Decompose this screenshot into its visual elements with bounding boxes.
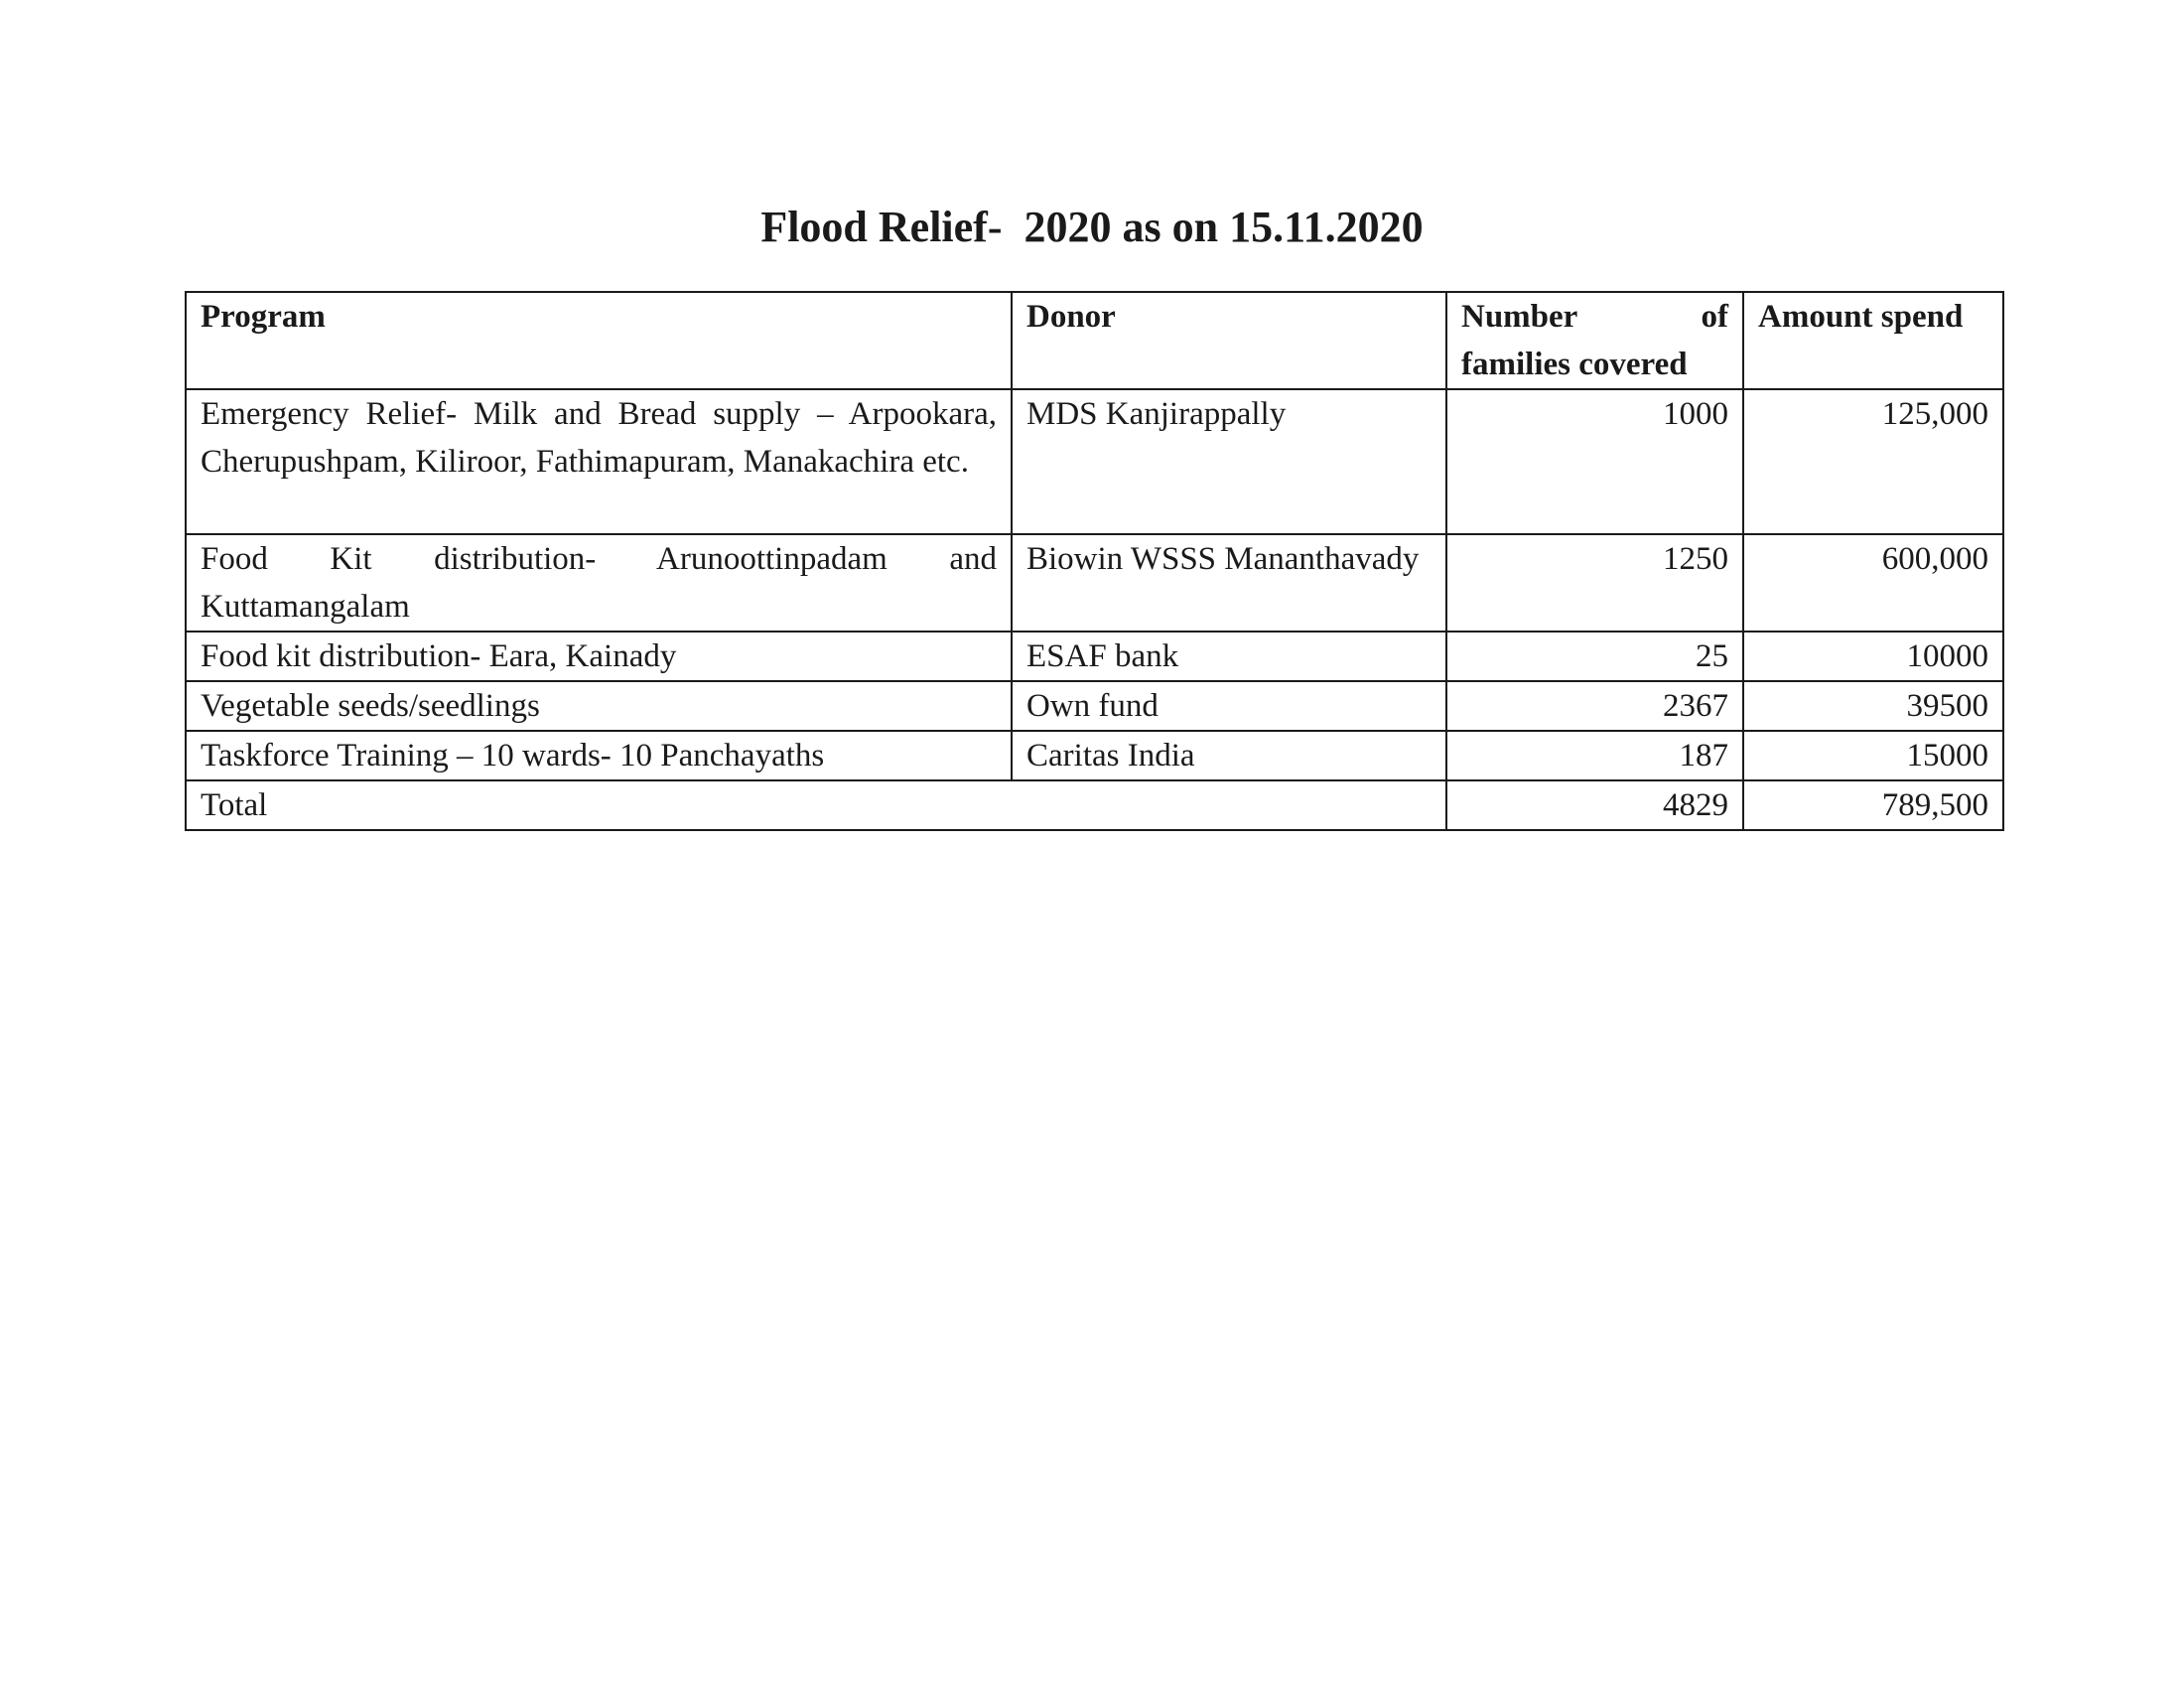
total-row bbox=[186, 780, 2003, 830]
header-families-line2: families covered bbox=[1461, 347, 1688, 382]
amount-cell: 125,000 bbox=[1743, 389, 2003, 534]
table-header-row bbox=[186, 292, 2003, 389]
header-families-line1: Number of bbox=[1461, 299, 1728, 335]
amount-cell: 10000 bbox=[1743, 632, 2003, 681]
table-row bbox=[186, 534, 2003, 632]
program-cell: Emergency Relief- Milk and Bread supply – Arpookara, Cherupushpam, Kiliroor, Fathimapuram, Manakachira etc. bbox=[186, 389, 1012, 534]
table-row bbox=[186, 632, 2003, 681]
program-cell: Taskforce Training – 10 wards- 10 Panchayaths bbox=[186, 731, 1012, 780]
table-row bbox=[186, 731, 2003, 780]
total-families: 4829 bbox=[1446, 780, 1743, 830]
table-row bbox=[186, 681, 2003, 731]
amount-cell: 39500 bbox=[1743, 681, 2003, 731]
families-cell: 1250 bbox=[1446, 534, 1743, 632]
donor-cell: Biowin WSSS Mananthavady bbox=[1012, 534, 1446, 632]
total-amount: 789,500 bbox=[1743, 780, 2003, 830]
families-cell: 187 bbox=[1446, 731, 1743, 780]
donor-cell: Own fund bbox=[1012, 681, 1446, 731]
families-cell: 2367 bbox=[1446, 681, 1743, 731]
families-cell: 25 bbox=[1446, 632, 1743, 681]
program-cell: Food kit distribution- Eara, Kainady bbox=[186, 632, 1012, 681]
donor-cell: MDS Kanjirappally bbox=[1012, 389, 1446, 534]
donor-cell: ESAF bank bbox=[1012, 632, 1446, 681]
header-donor: Donor bbox=[1012, 292, 1446, 389]
donor-cell: Caritas India bbox=[1012, 731, 1446, 780]
header-program: Program bbox=[186, 292, 1012, 389]
header-amount: Amount spend bbox=[1743, 292, 2003, 389]
program-cell: Food Kit distribution- Arunoottinpadam and Kuttamangalam bbox=[186, 534, 1012, 632]
amount-cell: 15000 bbox=[1743, 731, 2003, 780]
program-cell: Vegetable seeds/seedlings bbox=[186, 681, 1012, 731]
families-cell: 1000 bbox=[1446, 389, 1743, 534]
header-families bbox=[1446, 292, 1743, 389]
total-label: Total bbox=[186, 780, 1446, 830]
table-row bbox=[186, 389, 2003, 534]
flood-relief-table bbox=[185, 291, 2004, 831]
amount-cell: 600,000 bbox=[1743, 534, 2003, 632]
page-title: Flood Relief- 2020 as on 15.11.2020 bbox=[760, 203, 1424, 251]
